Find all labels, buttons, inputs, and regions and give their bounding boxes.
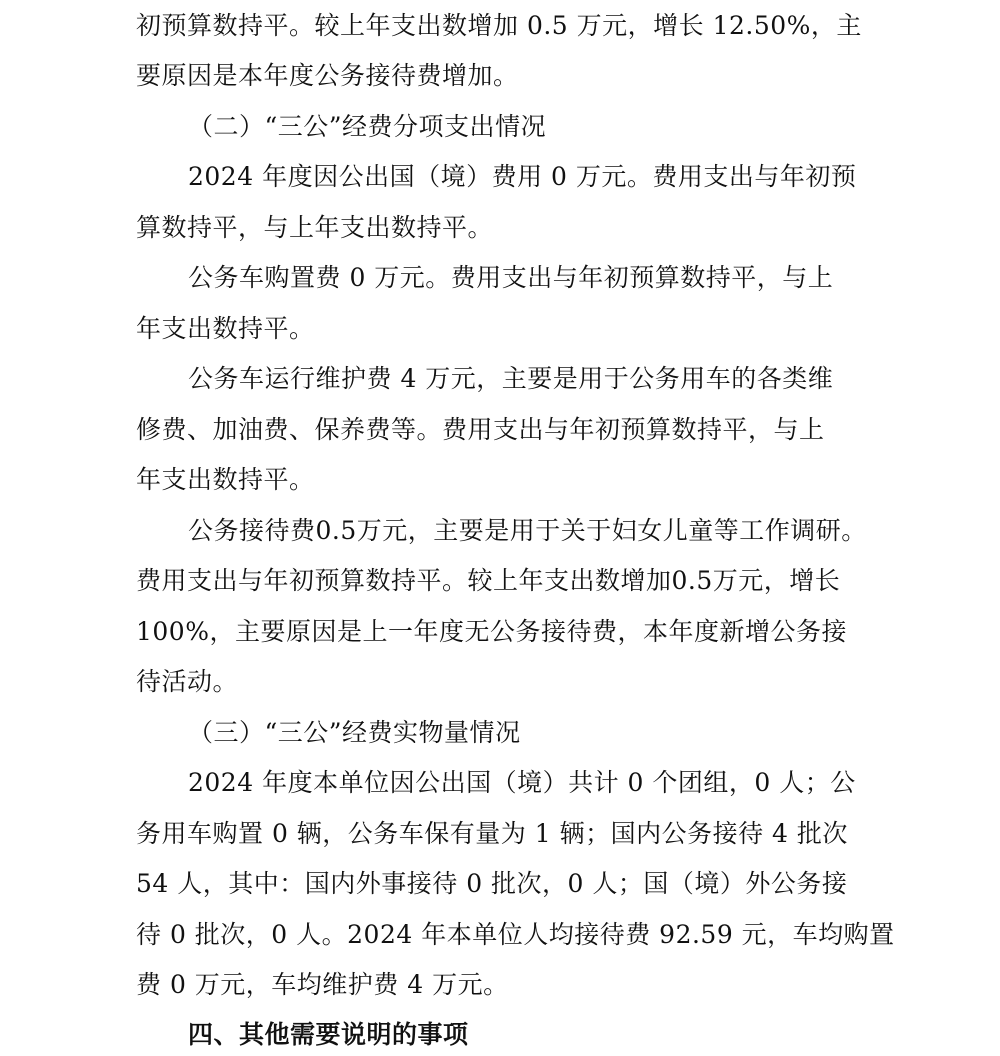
paragraph-line: 修费、加油费、保养费等。费用支出与年初预算数持平，与上 <box>136 415 825 444</box>
paragraph-line: 公务接待费0.5万元，主要是用于关于妇女儿童等工作调研。 <box>188 516 867 545</box>
paragraph-line: 100%，主要原因是上一年度无公务接待费，本年度新增公务接 <box>136 617 847 646</box>
paragraph-line: 公务车购置费 0 万元。费用支出与年初预算数持平，与上 <box>188 263 834 292</box>
paragraph-line: 务用车购置 0 辆，公务车保有量为 1 辆；国内公务接待 4 批次 <box>136 819 848 848</box>
paragraph-line: 费用支出与年初预算数持平。较上年支出数增加0.5万元，增长 <box>136 566 841 595</box>
section-heading-2: （二）“三公”经费分项支出情况 <box>188 112 547 141</box>
paragraph-line: 待 0 批次，0 人。2024 年本单位人均接待费 92.59 元，车均购置 <box>136 920 895 949</box>
paragraph-line: 年支出数持平。 <box>136 465 315 494</box>
paragraph-line: 费 0 万元，车均维护费 4 万元。 <box>136 970 509 999</box>
paragraph-line: 待活动。 <box>136 667 239 696</box>
paragraph-line: 初预算数持平。较上年支出数增加 0.5 万元，增长 12.50%，主 <box>136 11 862 40</box>
section-heading-3: （三）“三公”经费实物量情况 <box>188 718 521 747</box>
paragraph-line: 年支出数持平。 <box>136 314 315 343</box>
paragraph-line: 2024 年度因公出国（境）费用 0 万元。费用支出与年初预 <box>188 162 857 191</box>
section-heading-4: 四、其他需要说明的事项 <box>188 1020 469 1049</box>
paragraph-line: 54 人，其中：国内外事接待 0 批次，0 人；国（境）外公务接 <box>136 869 848 898</box>
paragraph-line: 要原因是本年度公务接待费增加。 <box>136 61 519 90</box>
paragraph-line: 公务车运行维护费 4 万元，主要是用于公务用车的各类维 <box>188 364 834 393</box>
paragraph-line: 算数持平，与上年支出数持平。 <box>136 213 494 242</box>
paragraph-line: 2024 年度本单位因公出国（境）共计 0 个团组，0 人；公 <box>188 768 856 797</box>
